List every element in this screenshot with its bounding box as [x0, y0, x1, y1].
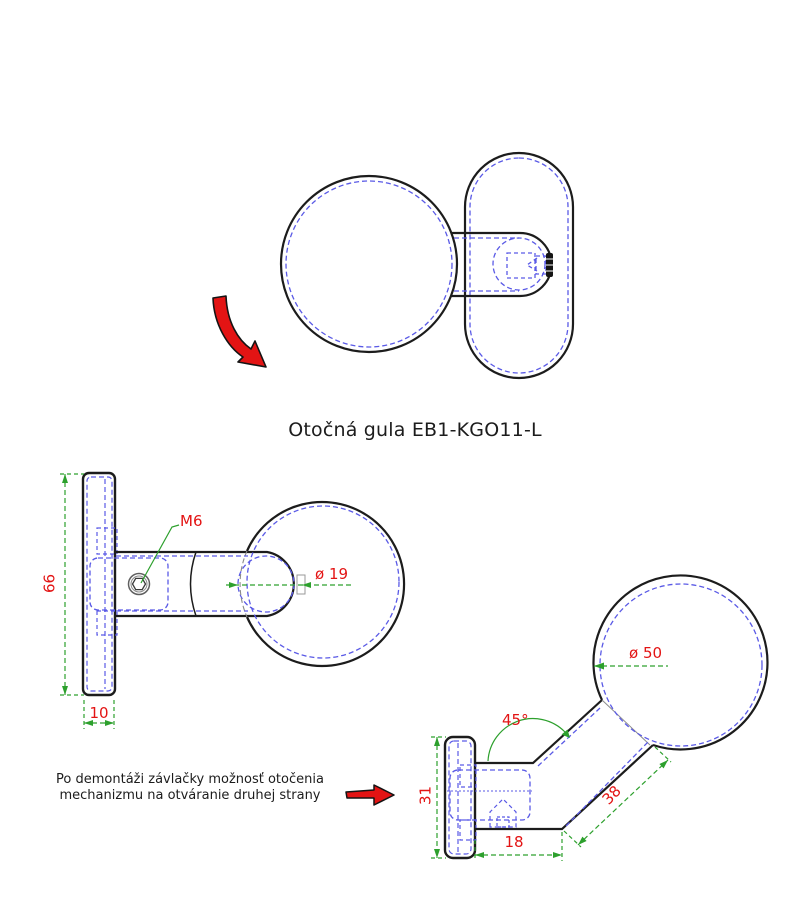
pin-hole-pentagon: [490, 799, 516, 827]
drawing-title: Otočná gula EB1-KGO11-L: [288, 419, 542, 441]
knob-ball-outline: [281, 176, 457, 352]
top-view: [213, 153, 573, 378]
cotter-pin: [546, 253, 553, 277]
tab-bottom-angled: [460, 820, 476, 840]
arm-hidden-bottom: [566, 742, 648, 826]
neck-fillet-arc: [191, 552, 197, 616]
dim-o50: [594, 663, 668, 670]
ball-hidden-angled: [600, 584, 762, 746]
angled-view: [431, 575, 767, 861]
pin-hole-base: [497, 817, 509, 827]
dim-label-31: 31: [416, 785, 435, 806]
dim-label-o19: ø 19: [315, 565, 349, 583]
mounting-plate-outline: [83, 473, 115, 695]
dim-label-66: 66: [40, 573, 59, 594]
ball-edge-hidden-gray: [240, 551, 247, 617]
dim-66: [60, 474, 84, 695]
dim-label-m6: M6: [180, 512, 203, 530]
hex-socket-screw: [129, 574, 150, 595]
dim-label-45: 45°: [502, 711, 529, 729]
stem-top-edge: [475, 700, 602, 763]
stem-outline-side: [115, 552, 294, 616]
oval-plate-outline: [465, 153, 573, 378]
note-line-2: mechanizmu na otváranie druhej strany: [59, 788, 321, 803]
mechanism-hidden-square: [507, 253, 535, 278]
plate-hidden-angled: [449, 741, 471, 854]
dim-label-18: 18: [504, 833, 524, 851]
leader-m6: [141, 525, 179, 583]
oval-plate-hidden-line: [470, 158, 568, 373]
ball-junction-edge: [602, 700, 650, 745]
note-text: [38, 772, 342, 804]
dim-label-38: 38: [598, 782, 625, 809]
dim-label-o50: ø 50: [629, 644, 663, 662]
note-line-1: Po demontáži závlačky možnosť otočenia: [56, 772, 324, 787]
tab-top-angled: [460, 765, 476, 787]
side-view: [60, 473, 404, 729]
direction-arrow-icon: [346, 785, 394, 805]
knob-ball-hidden-line: [286, 181, 452, 347]
ball-outline-angled: [593, 575, 767, 749]
mounting-plate-hidden: [87, 477, 112, 691]
rotation-arrow-icon: [213, 296, 266, 367]
dim-label-10: 10: [89, 704, 109, 722]
stem-bottom-edge: [475, 745, 653, 829]
neck-hidden-circle: [493, 238, 545, 290]
